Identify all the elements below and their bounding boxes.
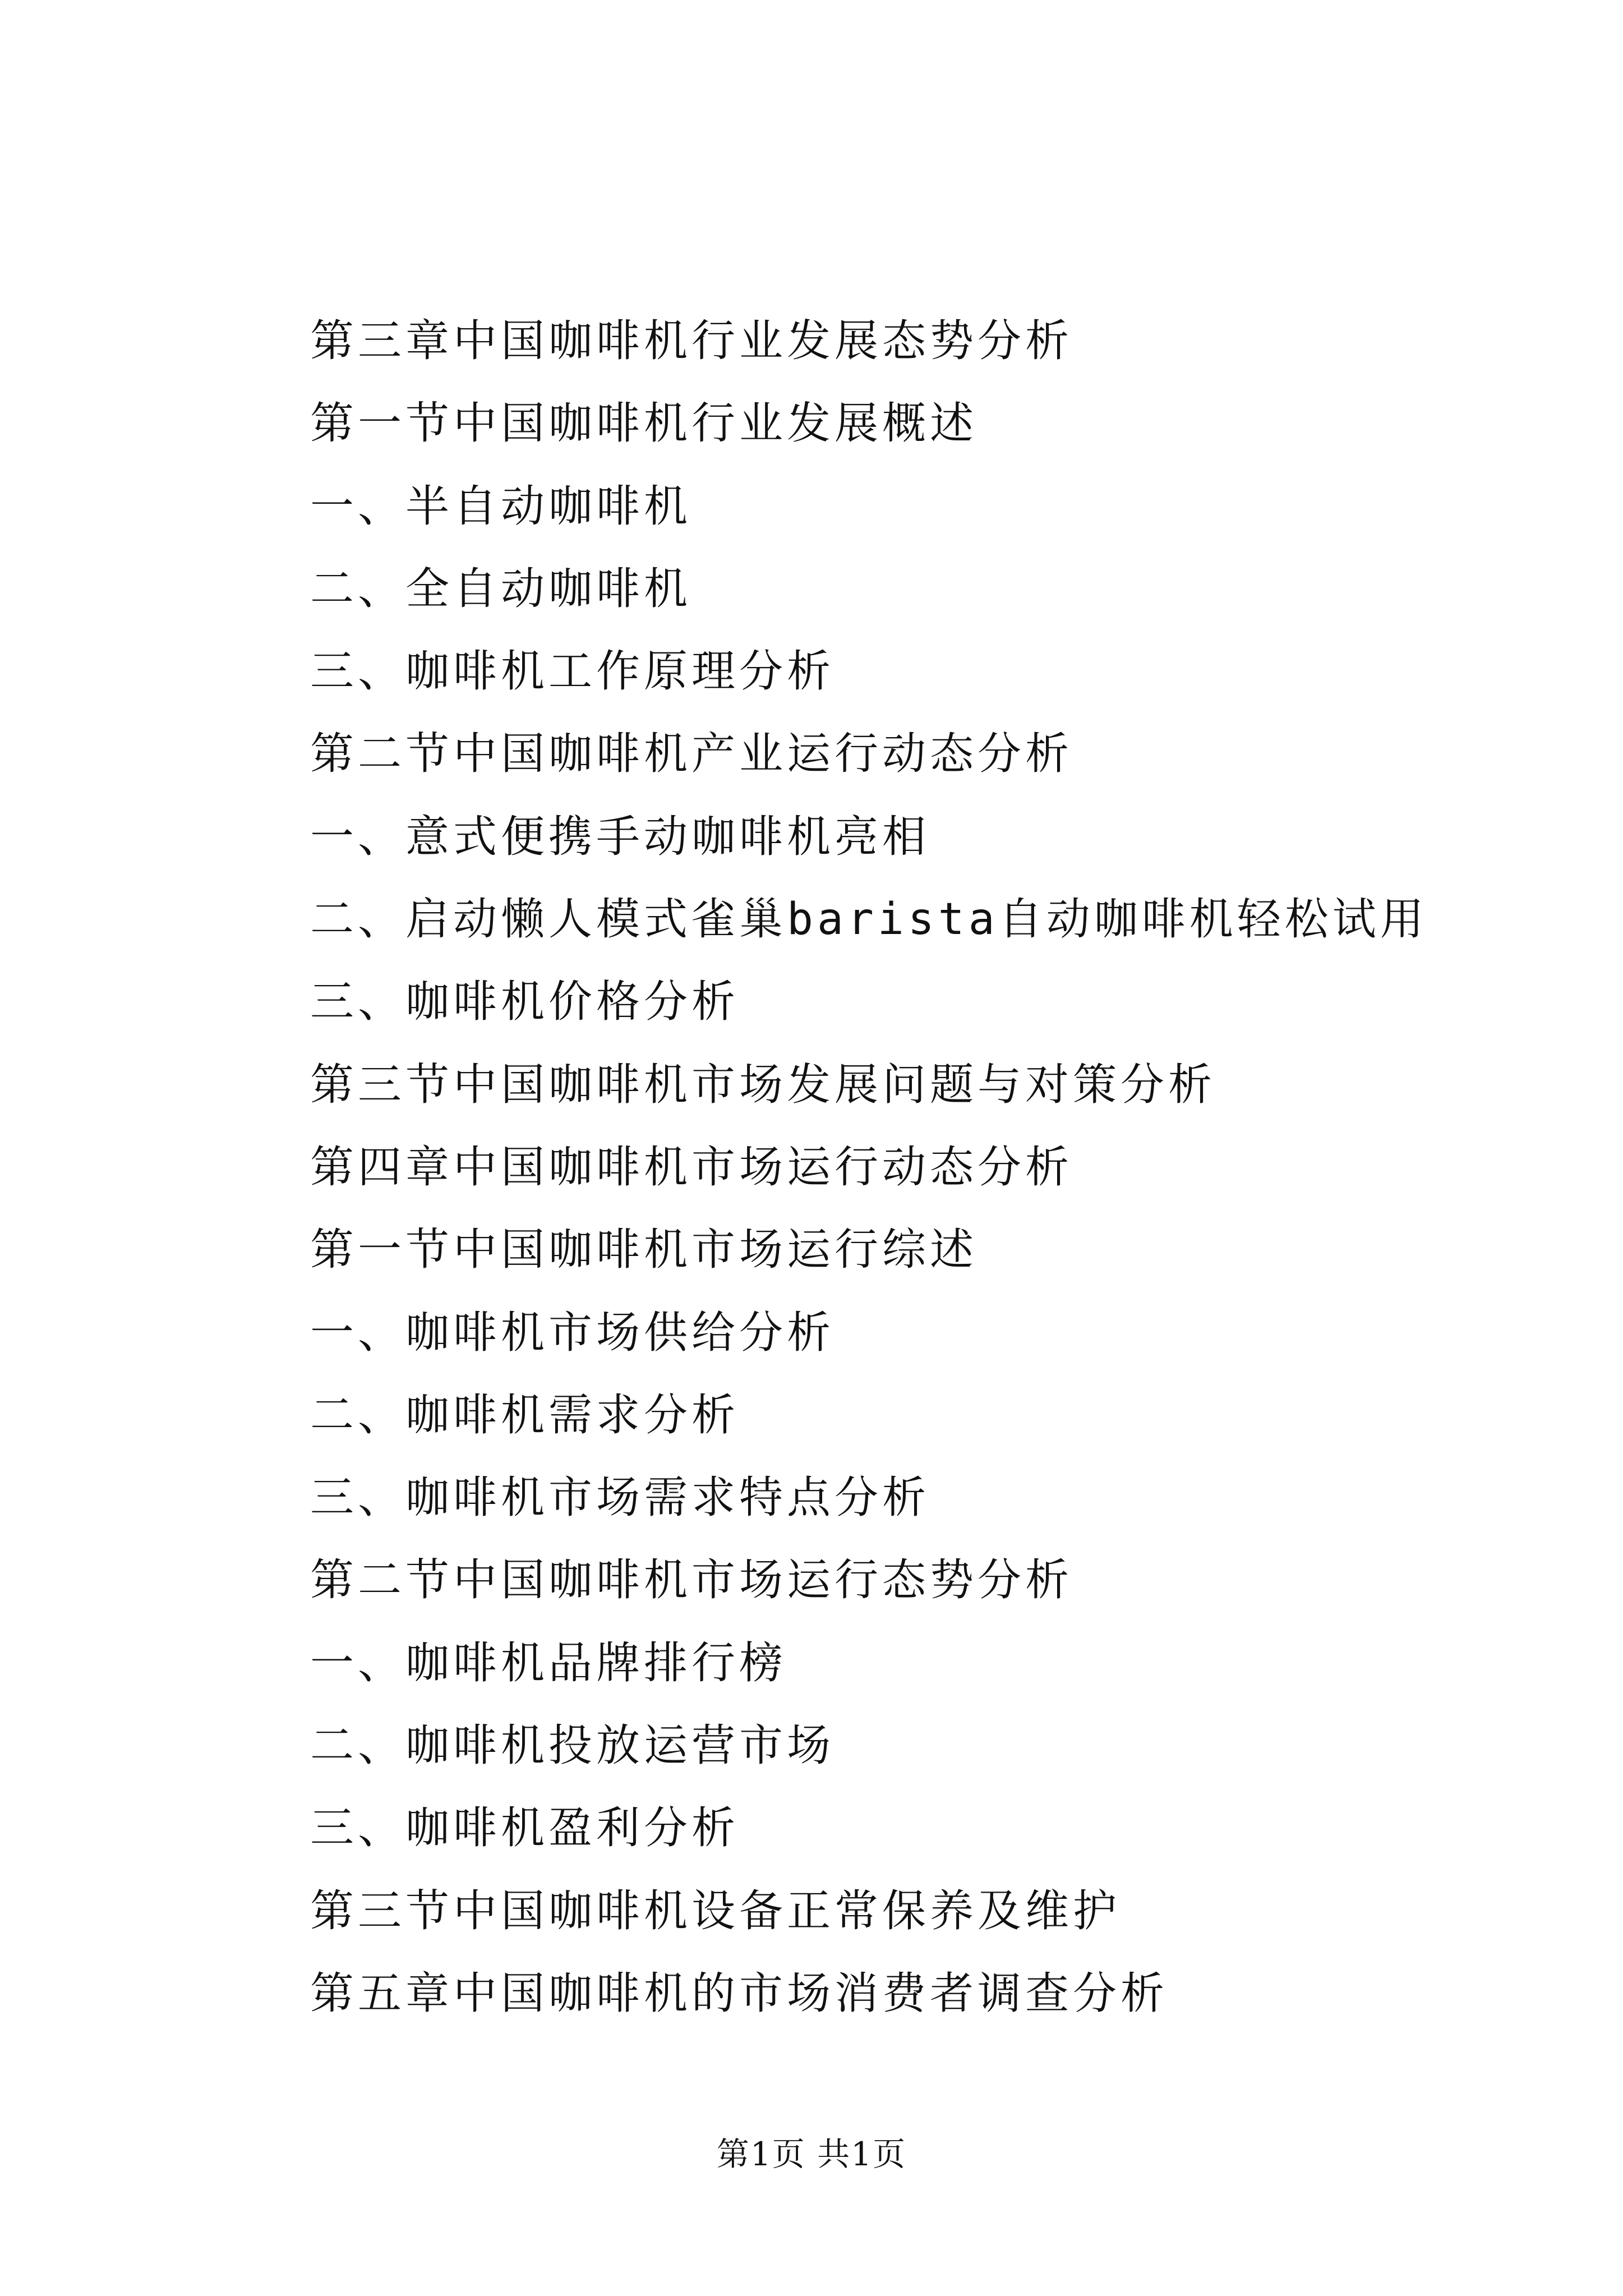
- outline-line: 第一节中国咖啡机行业发展概述: [310, 398, 978, 449]
- outline-list: [310, 300, 1544, 2035]
- outline-line: 第三节中国咖啡机设备正常保养及维护: [310, 1885, 1121, 1936]
- outline-line: 一、意式便携手动咖啡机亮相: [310, 811, 930, 862]
- outline-line: 第一节中国咖啡机市场运行综述: [310, 1225, 978, 1276]
- outline-line: 一、咖啡机品牌排行榜: [310, 1637, 787, 1688]
- outline-line: 二、全自动咖啡机: [310, 563, 692, 614]
- outline-line: 第三节中国咖啡机市场发展问题与对策分析: [310, 1059, 1216, 1110]
- outline-line: 一、咖啡机市场供给分析: [310, 1307, 835, 1358]
- outline-line: 一、半自动咖啡机: [310, 481, 692, 532]
- outline-line: 第五章中国咖啡机的市场消费者调查分析: [310, 1968, 1169, 2019]
- outline-line: 第二节中国咖啡机市场运行态势分析: [310, 1555, 1073, 1606]
- outline-line: 二、启动懒人模式雀巢barista自动咖啡机轻松试用: [310, 894, 1428, 945]
- outline-line: 三、咖啡机价格分析: [310, 977, 740, 1028]
- outline-line: 二、咖啡机需求分析: [310, 1389, 740, 1441]
- outline-line: 二、咖啡机投放运营市场: [310, 1720, 835, 1772]
- outline-line: 三、咖啡机盈利分析: [310, 1803, 740, 1854]
- outline-line: 第四章中国咖啡机市场运行动态分析: [310, 1142, 1073, 1193]
- outline-line: 三、咖啡机工作原理分析: [310, 646, 835, 697]
- outline-line: 第二节中国咖啡机产业运行动态分析: [310, 729, 1073, 780]
- outline-line: 三、咖啡机市场需求特点分析: [310, 1473, 930, 1524]
- page-number-footer: 第1页 共1页: [716, 2135, 907, 2173]
- outline-line: 第三章中国咖啡机行业发展态势分析: [310, 316, 1073, 366]
